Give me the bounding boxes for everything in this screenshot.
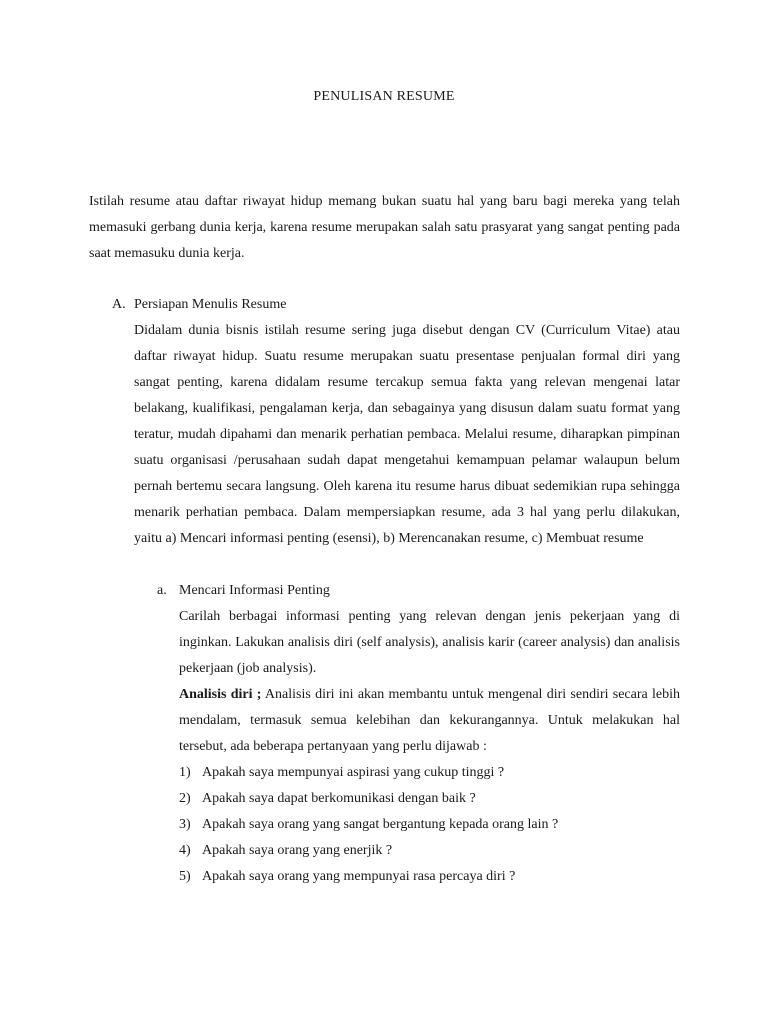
list-item: [179, 812, 680, 838]
analisis-diri-paragraph: [179, 682, 680, 760]
list-item-number: 1): [179, 765, 191, 780]
list-item-text: Apakah saya orang yang sangat bergantung kepada orang lain ?: [202, 817, 559, 832]
list-item-text: Apakah saya orang yang mempunyai rasa percaya diri ?: [202, 869, 516, 884]
document-title: PENULISAN RESUME: [313, 89, 455, 104]
section-a-paragraph: Didalam dunia bisnis istilah resume sering juga disebut dengan CV (Curriculum Vitae) atau daftar riwayat hidup. Suatu resume merupakan suatu presentase penjualan formal diri yang sangat penting, karena didalam resume tercakup semua fakta yang relevan mengenai latar belakang, kualifikasi, pengalaman kerja, dan sebagainya yang disusun dalam suatu format yang teratur, mudah dipahami dan menarik perhatian pembaca. Melalui resume, diharapkan pimpinan suatu organisasi /perusahaan sudah dapat mengetahui kemampuan pelamar walaupun belum pernah bertemu secara langsung. Oleh karena itu resume harus dibuat sedemikian rupa sehingga menarik perhatian pembaca. Dalam mempersiapkan resume, ada 3 hal yang perlu dilakukan, yaitu a) Mencari informasi penting (esensi), b) Merencanakan resume, c) Membuat resume: [134, 323, 680, 546]
list-item-text: Apakah saya dapat berkomunikasi dengan baik ?: [202, 791, 476, 806]
list-item-text: Apakah saya orang yang enerjik ?: [202, 843, 393, 858]
section-a-marker: A.: [112, 297, 126, 312]
list-item-text: Apakah saya mempunyai aspirasi yang cukup tinggi ?: [202, 765, 505, 780]
list-item: [179, 786, 680, 812]
section-a-heading: Persiapan Menulis Resume: [134, 297, 287, 312]
intro-paragraph: Istilah resume atau daftar riwayat hidup memang bukan suatu hal yang baru bagi mereka yang telah memasuki gerbang dunia kerja, karena resume merupakan salah satu prasyarat yang sangat penting pada saat memasuku dunia kerja.: [89, 194, 680, 261]
list-item-number: 3): [179, 817, 191, 832]
list-item-number: 2): [179, 791, 191, 806]
analisis-diri-text: Analisis diri ini akan membantu untuk mengenal diri sendiri secara lebih mendalam, termasuk semua kelebihan dan kekurangannya. Untuk melakukan hal tersebut, ada beberapa pertanyaan yang perlu dijawab :: [179, 687, 680, 754]
analisis-diri-label: Analisis diri ;: [179, 687, 262, 702]
list-item: [179, 838, 680, 864]
list-item-number: 4): [179, 843, 191, 858]
list-item: [179, 864, 680, 890]
subsection-a-paragraph: Carilah berbagai informasi penting yang relevan dengan jenis pekerjaan yang di inginkan. Lakukan analisis diri (self analysis), analisis karir (career analysis) dan analisis pekerjaan (job analysis).: [179, 609, 680, 676]
subsection-a-marker: a.: [157, 583, 167, 598]
list-item: [179, 760, 680, 786]
subsection-a-heading: Mencari Informasi Penting: [179, 583, 330, 598]
question-list: [179, 760, 680, 890]
list-item-number: 5): [179, 869, 191, 884]
